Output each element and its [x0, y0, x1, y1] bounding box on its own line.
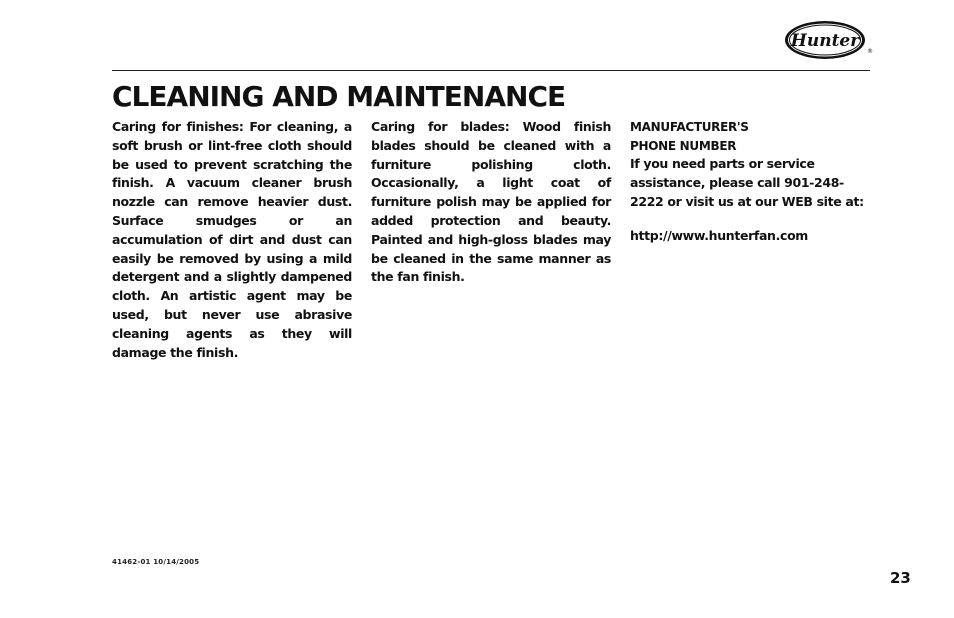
- page-number: 23: [890, 569, 911, 587]
- phone-text: If you need parts or service assistance, please call 901-248-2222 or visit us at our WEB site at:: [630, 156, 864, 209]
- website-link[interactable]: http://www.hunterfan.com: [630, 228, 808, 244]
- header-divider: [112, 70, 870, 71]
- blades-paragraph: Caring for blades: Wood finish blades should be cleaned with a furniture polishing cloth. Occasionally, a light coat of furniture polish may be applied for added protection and beauty. Painted and high-gloss blades may be cleaned in the same manner as the fan finish.: [371, 119, 611, 285]
- logo-text: Hunter: [790, 31, 860, 51]
- phone-heading-line2: PHONE NUMBER: [630, 138, 737, 153]
- hunter-logo-icon: [782, 18, 876, 64]
- finishes-paragraph: Caring for finishes: For cleaning, a soft brush or lint-free cloth should be used to prevent scratching the finish. A vacuum cleaner brush nozzle can remove heavier dust. Surface smudges or an accumulation of dirt and dust can easily be removed by using a mild detergent and a slightly dampened cloth. An artistic agent may be used, but never use abrasive cleaning agents as they will damage the finish.: [112, 119, 352, 360]
- registered-mark: ®: [867, 48, 873, 55]
- phone-section: [630, 118, 870, 246]
- phone-heading-line1: MANUFACTURER'S: [630, 120, 749, 134]
- document-number: 41462-01 10/14/2005: [112, 558, 200, 566]
- page-title: CLEANING AND MAINTENANCE: [112, 80, 566, 113]
- hunter-logo: [782, 18, 876, 64]
